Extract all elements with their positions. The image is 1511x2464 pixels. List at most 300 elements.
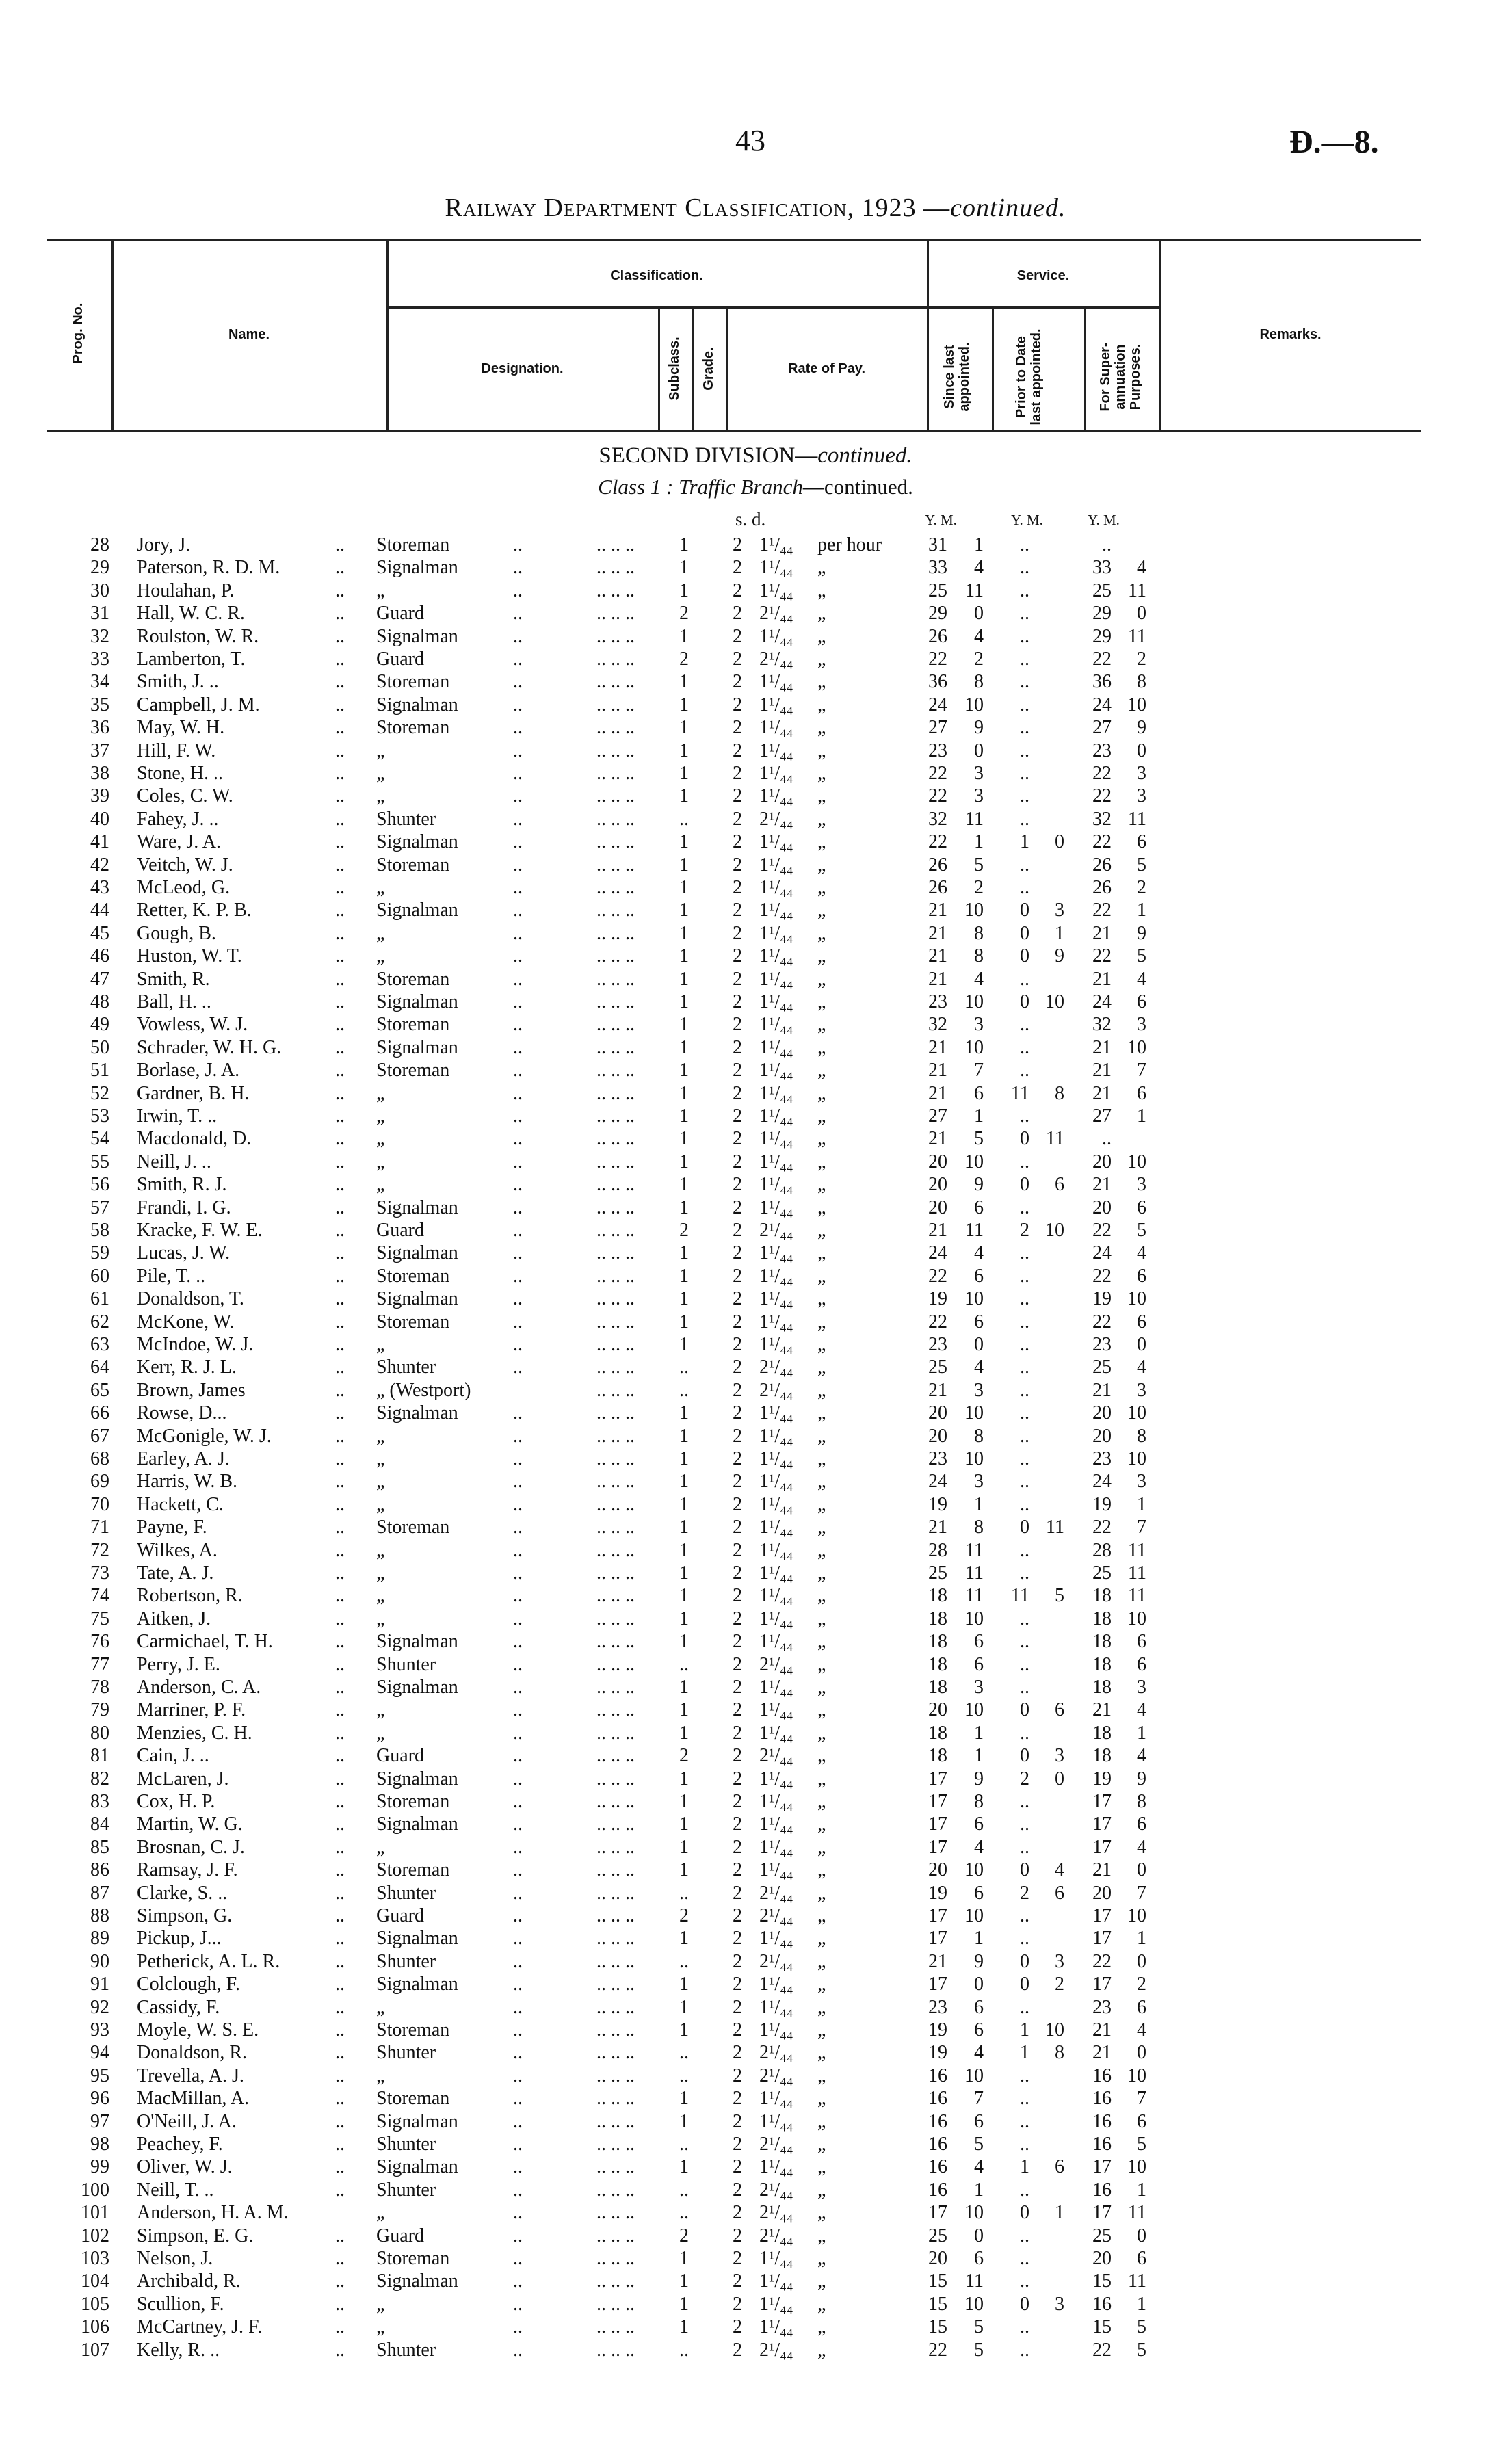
- cell-superannuation-years: 19: [1092, 1493, 1112, 1515]
- cell-grade: 2: [733, 877, 742, 898]
- cell-prior-months: 6: [1055, 1882, 1064, 1904]
- cell-subclass: 1: [679, 1517, 689, 1538]
- table-row: [0, 1127, 1511, 1150]
- cell-rate-of-pay: 1¹/₄₄: [759, 1288, 793, 1310]
- cell-subclass-leader-dots: .. .. ..: [596, 1196, 635, 1218]
- cell-since-last-months: 5: [974, 2134, 984, 2155]
- cell-superannuation-years: 21: [1092, 1699, 1112, 1721]
- cell-subclass: 1: [679, 2088, 689, 2110]
- cell-since-last-months: 10: [964, 2065, 984, 2086]
- cell-superannuation-months: 4: [1137, 1745, 1146, 1767]
- cell-since-last-years: 16: [928, 2179, 947, 2201]
- cell-grade: 2: [733, 1813, 742, 1835]
- cell-rate-of-pay: 1¹/₄₄: [759, 1242, 793, 1264]
- cell-name: Cassidy, F.: [137, 1996, 220, 2018]
- cell-rate-unit: „: [817, 1813, 826, 1835]
- cell-designation: „: [376, 1493, 385, 1515]
- cell-prior-years: ..: [1020, 1060, 1029, 1082]
- cell-prog-number: 89: [90, 1928, 109, 1950]
- cell-name: Payne, F.: [137, 1517, 207, 1538]
- cell-prog-number: 86: [90, 1859, 109, 1881]
- cell-name-leader-dots: ..: [335, 2156, 345, 2178]
- cell-name: Stone, H. ..: [137, 763, 223, 784]
- cell-grade: 2: [733, 922, 742, 944]
- cell-designation-leader-dots: ..: [513, 1950, 523, 1972]
- cell-prior-years: ..: [1020, 2088, 1029, 2110]
- cell-superannuation-months: 0: [1137, 739, 1146, 761]
- cell-since-last-months: 9: [974, 1950, 984, 1972]
- cell-rate-unit: „: [817, 968, 826, 990]
- cell-since-last-years: 33: [928, 557, 947, 579]
- cell-rate-of-pay: 2¹/₄₄: [759, 1653, 793, 1675]
- cell-name-leader-dots: ..: [335, 579, 345, 601]
- cell-superannuation-months: 10: [1127, 2065, 1146, 2086]
- cell-rate-of-pay: 1¹/₄₄: [759, 1082, 793, 1104]
- cell-subclass-leader-dots: .. .. ..: [596, 1882, 635, 1904]
- cell-designation-leader-dots: ..: [513, 739, 523, 761]
- cell-superannuation-months: 1: [1137, 1928, 1146, 1950]
- cell-prog-number: 35: [90, 694, 109, 716]
- cell-designation-leader-dots: ..: [513, 1151, 523, 1172]
- cell-rate-of-pay: 2¹/₄₄: [759, 2339, 793, 2361]
- cell-superannuation-months: 0: [1137, 1334, 1146, 1355]
- cell-subclass-leader-dots: .. .. ..: [596, 625, 635, 647]
- cell-designation: „: [376, 1585, 385, 1607]
- cell-prog-number: 62: [90, 1311, 109, 1333]
- cell-prog-number: 65: [90, 1379, 109, 1401]
- cell-prog-number: 92: [90, 1996, 109, 2018]
- cell-prior-years: 0: [1020, 922, 1029, 944]
- table-row: [0, 2133, 1511, 2155]
- cell-rate-of-pay: 1¹/₄₄: [759, 1448, 793, 1469]
- cell-superannuation-years: 25: [1092, 1562, 1112, 1584]
- cell-subclass: 1: [679, 877, 689, 898]
- cell-rate-unit: „: [817, 1220, 826, 1241]
- cell-grade: 2: [733, 1745, 742, 1767]
- table-row: [0, 1013, 1511, 1036]
- cell-subclass: 1: [679, 945, 689, 967]
- header-classification: Classification.: [610, 268, 703, 283]
- cell-superannuation-months: 3: [1137, 1677, 1146, 1698]
- cell-since-last-months: 6: [974, 1996, 984, 2018]
- cell-designation: Signalman: [376, 1402, 458, 1424]
- cell-prior-years: ..: [1020, 1813, 1029, 1835]
- cell-superannuation-years: 24: [1092, 694, 1112, 716]
- cell-name-leader-dots: ..: [335, 1928, 345, 1950]
- cell-grade: 2: [733, 808, 742, 830]
- cell-name: Rowse, D...: [137, 1402, 227, 1424]
- cell-designation-leader-dots: ..: [513, 625, 523, 647]
- cell-since-last-years: 32: [928, 808, 947, 830]
- cell-superannuation-years: 36: [1092, 671, 1112, 693]
- cell-subclass: ..: [679, 2134, 689, 2155]
- cell-rate-unit: „: [817, 785, 826, 807]
- cell-since-last-months: 0: [974, 1334, 984, 1355]
- cell-name: Simpson, E. G.: [137, 2225, 254, 2246]
- cell-subclass-leader-dots: .. .. ..: [596, 2088, 635, 2110]
- table-row: [0, 1630, 1511, 1653]
- cell-since-last-years: 23: [928, 739, 947, 761]
- cell-designation: Signalman: [376, 1768, 458, 1790]
- cell-prog-number: 90: [90, 1950, 109, 1972]
- cell-grade: 2: [733, 1539, 742, 1561]
- cell-superannuation-months: 7: [1137, 1060, 1146, 1082]
- cell-prior-years: ..: [1020, 1539, 1029, 1561]
- cell-since-last-months: 8: [974, 1791, 984, 1812]
- cell-rate-of-pay: 1¹/₄₄: [759, 1105, 793, 1127]
- cell-superannuation-months: 6: [1137, 2248, 1146, 2269]
- cell-prog-number: 46: [90, 945, 109, 967]
- cell-name-leader-dots: ..: [335, 534, 345, 555]
- cell-superannuation-months: 0: [1137, 1950, 1146, 1972]
- cell-rate-of-pay: 2¹/₄₄: [759, 2179, 793, 2201]
- cell-subclass-leader-dots: .. .. ..: [596, 1174, 635, 1196]
- table-row: [0, 1676, 1511, 1699]
- cell-prior-years: ..: [1020, 1334, 1029, 1355]
- cell-subclass-leader-dots: .. .. ..: [596, 579, 635, 601]
- cell-superannuation-months: 1: [1137, 2179, 1146, 2201]
- cell-grade: 2: [733, 2088, 742, 2110]
- unit-years-months-3: Y. M.: [1088, 512, 1120, 528]
- cell-superannuation-months: 6: [1137, 991, 1146, 1012]
- cell-rate-unit: „: [817, 1539, 826, 1561]
- cell-subclass: 1: [679, 671, 689, 693]
- cell-since-last-months: 11: [965, 1562, 984, 1584]
- cell-rate-unit: „: [817, 1905, 826, 1926]
- cell-name: Gardner, B. H.: [137, 1082, 250, 1104]
- cell-prior-years: ..: [1020, 877, 1029, 898]
- cell-since-last-months: 8: [974, 671, 984, 693]
- cell-designation-leader-dots: ..: [513, 1311, 523, 1333]
- cell-designation: „: [376, 945, 385, 967]
- cell-name-leader-dots: ..: [335, 739, 345, 761]
- table-row: [0, 968, 1511, 991]
- cell-designation-leader-dots: ..: [513, 2179, 523, 2201]
- cell-superannuation-months: 6: [1137, 1311, 1146, 1333]
- cell-rate-unit: „: [817, 1060, 826, 1082]
- cell-prog-number: 45: [90, 922, 109, 944]
- cell-since-last-months: 3: [974, 1014, 984, 1036]
- cell-subclass: 1: [679, 557, 689, 579]
- cell-name: Ramsay, J. F.: [137, 1859, 238, 1881]
- cell-designation-leader-dots: ..: [513, 1471, 523, 1493]
- cell-subclass: ..: [679, 2065, 689, 2086]
- cell-since-last-months: 4: [974, 625, 984, 647]
- cell-superannuation-months: 10: [1127, 1288, 1146, 1310]
- cell-prior-years: 0: [1020, 1950, 1029, 1972]
- cell-designation: Signalman: [376, 2110, 458, 2132]
- cell-subclass: 1: [679, 1014, 689, 1036]
- cell-designation: „ (Westport): [376, 1379, 471, 1401]
- table-row: [0, 1950, 1511, 1973]
- table-row: [0, 2019, 1511, 2041]
- cell-prog-number: 100: [81, 2179, 109, 2201]
- cell-superannuation-months: 10: [1127, 2156, 1146, 2178]
- cell-rate-unit: „: [817, 1242, 826, 1264]
- cell-subclass-leader-dots: .. .. ..: [596, 854, 635, 876]
- cell-prior-years: 2: [1020, 1220, 1029, 1241]
- table-row: [0, 1425, 1511, 1447]
- cell-prior-years: ..: [1020, 1402, 1029, 1424]
- cell-since-last-months: 10: [964, 900, 984, 921]
- cell-name: Hackett, C.: [137, 1493, 224, 1515]
- cell-since-last-years: 23: [928, 1996, 947, 2018]
- cell-since-last-months: 1: [974, 1493, 984, 1515]
- cell-subclass-leader-dots: .. .. ..: [596, 1585, 635, 1607]
- cell-superannuation-years: 17: [1092, 1928, 1112, 1950]
- cell-superannuation-years: 23: [1092, 1448, 1112, 1469]
- cell-superannuation-years: 20: [1092, 2248, 1112, 2269]
- cell-rate-of-pay: 1¹/₄₄: [759, 1859, 793, 1881]
- cell-name: Aitken, J.: [137, 1608, 211, 1629]
- cell-rate-of-pay: 1¹/₄₄: [759, 1060, 793, 1082]
- cell-subclass-leader-dots: .. .. ..: [596, 877, 635, 898]
- cell-subclass-leader-dots: .. .. ..: [596, 968, 635, 990]
- cell-superannuation-years: 17: [1092, 1791, 1112, 1812]
- table-row: [0, 1562, 1511, 1584]
- cell-since-last-months: 4: [974, 557, 984, 579]
- cell-prior-years: ..: [1020, 1242, 1029, 1264]
- cell-name-leader-dots: ..: [335, 1105, 345, 1127]
- cell-subclass: 1: [679, 1585, 689, 1607]
- cell-since-last-months: 5: [974, 854, 984, 876]
- cell-name-leader-dots: ..: [335, 1379, 345, 1401]
- cell-name: Moyle, W. S. E.: [137, 2019, 259, 2041]
- cell-designation: Storeman: [376, 1265, 450, 1287]
- cell-prior-years: ..: [1020, 2339, 1029, 2361]
- cell-prior-years: ..: [1020, 1105, 1029, 1127]
- cell-subclass-leader-dots: .. .. ..: [596, 1356, 635, 1378]
- cell-designation-leader-dots: ..: [513, 2134, 523, 2155]
- cell-designation: Shunter: [376, 1882, 436, 1904]
- cell-name: Hall, W. C. R.: [137, 603, 245, 625]
- cell-name-leader-dots: ..: [335, 1996, 345, 2018]
- cell-rate-of-pay: 1¹/₄₄: [759, 1517, 793, 1538]
- cell-name-leader-dots: ..: [335, 2019, 345, 2041]
- cell-name: Ware, J. A.: [137, 831, 221, 853]
- classification-rule: [386, 306, 1159, 309]
- cell-since-last-months: 1: [974, 1745, 984, 1767]
- cell-subclass: ..: [679, 2042, 689, 2064]
- cell-rate-of-pay: 1¹/₄₄: [759, 968, 793, 990]
- cell-since-last-years: 20: [928, 2248, 947, 2269]
- cell-grade: 2: [733, 2179, 742, 2201]
- cell-subclass: 1: [679, 1174, 689, 1196]
- cell-superannuation-years: 21: [1092, 1082, 1112, 1104]
- cell-prior-years: ..: [1020, 1631, 1029, 1653]
- cell-rate-of-pay: 1¹/₄₄: [759, 763, 793, 784]
- cell-designation: Signalman: [376, 557, 458, 579]
- cell-name-leader-dots: ..: [335, 1539, 345, 1561]
- cell-prog-number: 58: [90, 1220, 109, 1241]
- cell-since-last-years: 24: [928, 1471, 947, 1493]
- cell-prog-number: 79: [90, 1699, 109, 1721]
- cell-subclass: 1: [679, 1448, 689, 1469]
- cell-prior-years: ..: [1020, 2134, 1029, 2155]
- table-row: [0, 1311, 1511, 1333]
- cell-rate-unit: „: [817, 1585, 826, 1607]
- cell-name-leader-dots: ..: [335, 2225, 345, 2246]
- cell-prior-years: ..: [1020, 1356, 1029, 1378]
- cell-since-last-months: 1: [974, 534, 984, 555]
- cell-name-leader-dots: ..: [335, 1585, 345, 1607]
- cell-name: Smith, R.: [137, 968, 210, 990]
- cell-rate-of-pay: 1¹/₄₄: [759, 1699, 793, 1721]
- cell-superannuation-months: 5: [1137, 2316, 1146, 2338]
- cell-name: Huston, W. T.: [137, 945, 242, 967]
- cell-rate-unit: „: [817, 625, 826, 647]
- cell-name: McGonigle, W. J.: [137, 1425, 272, 1447]
- cell-grade: 2: [733, 2156, 742, 2178]
- cell-superannuation-years: 17: [1092, 1813, 1112, 1835]
- cell-since-last-months: 4: [974, 1836, 984, 1858]
- cell-superannuation-months: 5: [1137, 945, 1146, 967]
- cell-prog-number: 74: [90, 1585, 109, 1607]
- cell-superannuation-years: 21: [1092, 1036, 1112, 1058]
- cell-superannuation-months: 4: [1137, 1356, 1146, 1378]
- cell-since-last-months: 10: [964, 1448, 984, 1469]
- cell-designation-leader-dots: ..: [513, 945, 523, 967]
- cell-rate-of-pay: 2¹/₄₄: [759, 2042, 793, 2064]
- cell-designation-leader-dots: ..: [513, 1882, 523, 1904]
- cell-grade: 2: [733, 1082, 742, 1104]
- cell-superannuation-years: 19: [1092, 1288, 1112, 1310]
- cell-grade: 2: [733, 1356, 742, 1378]
- header-bottom-rule: [47, 430, 1421, 432]
- cell-prog-number: 54: [90, 1128, 109, 1150]
- cell-designation-leader-dots: ..: [513, 1014, 523, 1036]
- cell-designation: Storeman: [376, 1517, 450, 1538]
- cell-name-leader-dots: ..: [335, 648, 345, 670]
- table-row: [0, 1699, 1511, 1721]
- cell-designation-leader-dots: ..: [513, 900, 523, 921]
- cell-prog-number: 66: [90, 1402, 109, 1424]
- cell-designation-leader-dots: ..: [513, 2248, 523, 2269]
- cell-rate-unit: „: [817, 739, 826, 761]
- cell-prior-years: ..: [1020, 2316, 1029, 2338]
- cell-prior-years: ..: [1020, 739, 1029, 761]
- cell-name: Campbell, J. M.: [137, 694, 260, 716]
- cell-name-leader-dots: ..: [335, 2088, 345, 2110]
- cell-subclass-leader-dots: .. .. ..: [596, 2156, 635, 2178]
- cell-superannuation-years: 29: [1092, 603, 1112, 625]
- cell-superannuation-years: 24: [1092, 991, 1112, 1012]
- cell-designation-leader-dots: ..: [513, 1265, 523, 1287]
- cell-name-leader-dots: ..: [335, 2042, 345, 2064]
- cell-subclass: 1: [679, 1402, 689, 1424]
- cell-designation-leader-dots: ..: [513, 1128, 523, 1150]
- cell-grade: 2: [733, 968, 742, 990]
- cell-rate-unit: „: [817, 603, 826, 625]
- cell-rate-unit: „: [817, 717, 826, 739]
- cell-superannuation-years: 21: [1092, 1174, 1112, 1196]
- cell-name: Vowless, W. J.: [137, 1014, 248, 1036]
- cell-designation: Shunter: [376, 1356, 436, 1378]
- cell-grade: 2: [733, 1493, 742, 1515]
- cell-prior-months: 4: [1055, 1859, 1064, 1881]
- cell-name: Paterson, R. D. M.: [137, 557, 280, 579]
- cell-subclass: 1: [679, 1974, 689, 1995]
- cell-designation: Signalman: [376, 694, 458, 716]
- cell-grade: 2: [733, 1151, 742, 1172]
- cell-designation: „: [376, 579, 385, 601]
- cell-name-leader-dots: ..: [335, 2293, 345, 2315]
- cell-prior-years: 0: [1020, 1859, 1029, 1881]
- table-row: [0, 2247, 1511, 2270]
- cell-name-leader-dots: ..: [335, 968, 345, 990]
- cell-rate-unit: „: [817, 2270, 826, 2292]
- cell-prior-years: ..: [1020, 2248, 1029, 2269]
- cell-subclass: ..: [679, 2179, 689, 2201]
- table-row: [0, 1722, 1511, 1744]
- cell-designation-leader-dots: ..: [513, 1677, 523, 1698]
- cell-since-last-years: 21: [928, 1517, 947, 1538]
- cell-superannuation-years: 16: [1092, 2179, 1112, 2201]
- cell-designation: Guard: [376, 2225, 424, 2246]
- cell-superannuation-years: 32: [1092, 1014, 1112, 1036]
- cell-prior-years: ..: [1020, 1836, 1029, 1858]
- cell-name-leader-dots: ..: [335, 2339, 345, 2361]
- cell-prog-number: 32: [90, 625, 109, 647]
- cell-rate-of-pay: 1¹/₄₄: [759, 1813, 793, 1835]
- cell-rate-unit: „: [817, 1722, 826, 1744]
- cell-rate-of-pay: 2¹/₄₄: [759, 2134, 793, 2155]
- cell-subclass-leader-dots: .. .. ..: [596, 1813, 635, 1835]
- cell-since-last-years: 17: [928, 1905, 947, 1926]
- cell-designation-leader-dots: ..: [513, 1288, 523, 1310]
- cell-superannuation-years: 18: [1092, 1677, 1112, 1698]
- cell-name: Coles, C. W.: [137, 785, 233, 807]
- cell-prog-number: 98: [90, 2134, 109, 2155]
- cell-subclass-leader-dots: .. .. ..: [596, 1151, 635, 1172]
- cell-superannuation-years: 19: [1092, 1768, 1112, 1790]
- cell-prog-number: 81: [90, 1745, 109, 1767]
- cell-name: May, W. H.: [137, 717, 225, 739]
- cell-grade: 2: [733, 2316, 742, 2338]
- cell-subclass-leader-dots: .. .. ..: [596, 1608, 635, 1629]
- header-service: Service.: [1016, 268, 1070, 283]
- cell-superannuation-years: 16: [1092, 2088, 1112, 2110]
- header-since-last-appointed: Since last appointed.: [942, 342, 972, 412]
- cell-designation-leader-dots: ..: [513, 2202, 523, 2224]
- cell-subclass-leader-dots: .. .. ..: [596, 2065, 635, 2086]
- cell-superannuation-years: ..: [1102, 1128, 1112, 1150]
- cell-since-last-months: 4: [974, 2042, 984, 2064]
- cell-name: Donaldson, R.: [137, 2042, 247, 2064]
- header-superannuation: For Super-annuation Purposes.: [1098, 342, 1143, 412]
- cell-name-leader-dots: ..: [335, 1242, 345, 1264]
- cell-superannuation-months: 1: [1137, 1722, 1146, 1744]
- cell-name: Harris, W. B.: [137, 1471, 237, 1493]
- class-label: Class 1 :: [598, 475, 679, 499]
- cell-prior-months: 10: [1045, 991, 1064, 1012]
- cell-prior-years: 0: [1020, 1699, 1029, 1721]
- cell-superannuation-years: 22: [1092, 785, 1112, 807]
- cell-since-last-years: 20: [928, 1151, 947, 1172]
- cell-rate-of-pay: 1¹/₄₄: [759, 1265, 793, 1287]
- cell-prog-number: 71: [90, 1517, 109, 1538]
- cell-prior-years: ..: [1020, 1265, 1029, 1287]
- cell-name-leader-dots: ..: [335, 2134, 345, 2155]
- cell-superannuation-years: 22: [1092, 763, 1112, 784]
- cell-superannuation-months: 4: [1137, 1242, 1146, 1264]
- cell-name: Martin, W. G.: [137, 1813, 243, 1835]
- cell-subclass: 1: [679, 1562, 689, 1584]
- cell-since-last-months: 0: [974, 2225, 984, 2246]
- cell-since-last-months: 6: [974, 2248, 984, 2269]
- cell-rate-of-pay: 1¹/₄₄: [759, 579, 793, 601]
- cell-since-last-years: 22: [928, 1311, 947, 1333]
